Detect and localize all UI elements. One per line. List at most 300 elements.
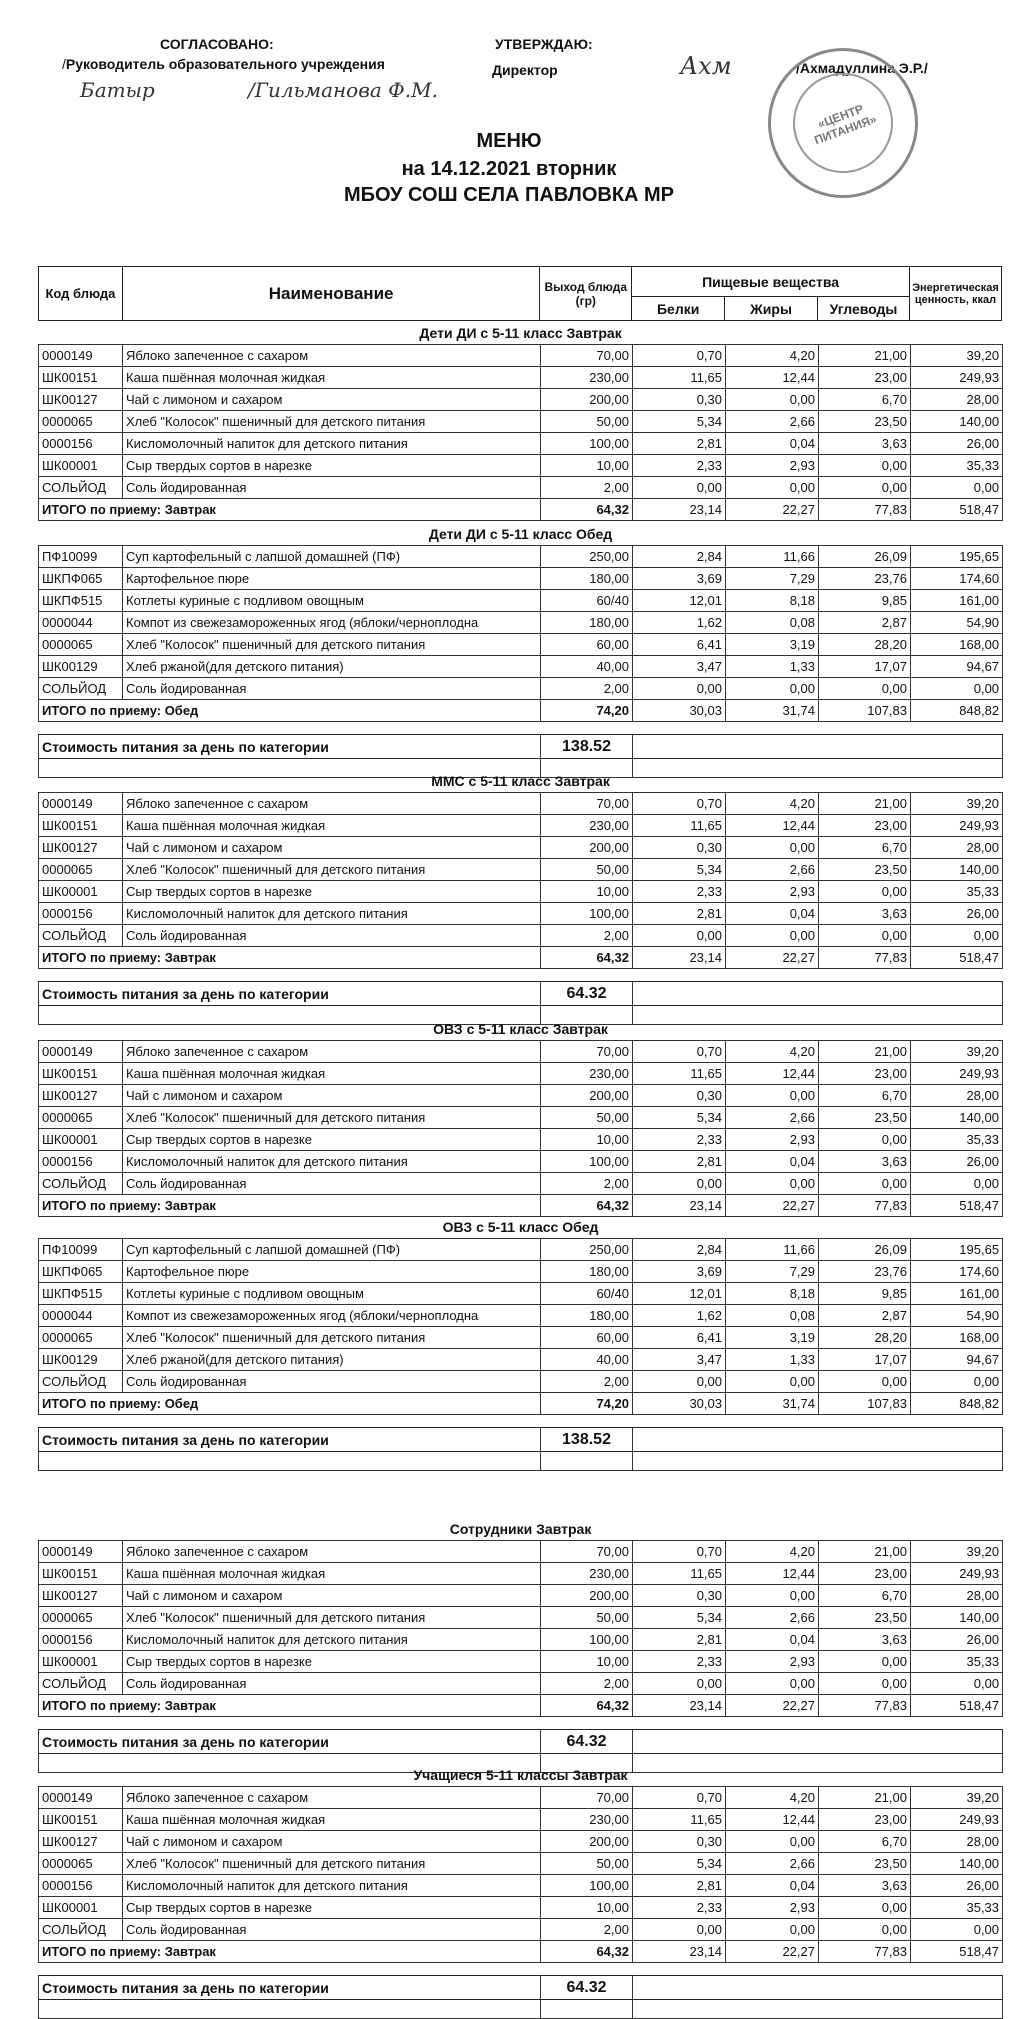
- dish-yield: 60/40: [541, 1283, 633, 1305]
- table-row: [39, 1041, 1003, 1063]
- total-row: [39, 499, 1003, 521]
- total-row: [39, 1393, 1003, 1415]
- dish-fats: 1,33: [726, 656, 819, 678]
- dish-name: Хлеб ржаной(для детского питания): [123, 1349, 541, 1371]
- dish-carbs: 23,50: [819, 1607, 911, 1629]
- dish-fats: 12,44: [726, 367, 819, 389]
- dish-yield: 100,00: [541, 1629, 633, 1651]
- table-row: [39, 634, 1003, 656]
- table-row: [39, 1853, 1003, 1875]
- dish-energy: 0,00: [911, 1371, 1003, 1393]
- table-row: [39, 389, 1003, 411]
- cost-blank: [633, 982, 1003, 1006]
- dish-code: 0000149: [39, 345, 123, 367]
- dish-fats: 2,93: [726, 1897, 819, 1919]
- dish-fats: 2,93: [726, 455, 819, 477]
- dish-yield: 230,00: [541, 1809, 633, 1831]
- dish-fats: 2,66: [726, 1107, 819, 1129]
- dish-fats: 7,29: [726, 568, 819, 590]
- dish-name: Соль йодированная: [123, 477, 541, 499]
- dish-proteins: 2,84: [633, 1239, 726, 1261]
- total-yield: 64,32: [541, 1695, 633, 1717]
- dish-carbs: 6,70: [819, 389, 911, 411]
- dish-code: 0000156: [39, 1151, 123, 1173]
- dish-proteins: 2,81: [633, 1875, 726, 1897]
- dish-carbs: 21,00: [819, 345, 911, 367]
- dish-proteins: 11,65: [633, 1809, 726, 1831]
- dish-yield: 230,00: [541, 1563, 633, 1585]
- dish-carbs: 17,07: [819, 1349, 911, 1371]
- dish-proteins: 2,33: [633, 881, 726, 903]
- col-nutrients: Пищевые вещества: [632, 267, 910, 297]
- table-row: [39, 1063, 1003, 1085]
- cost-row: [39, 1976, 1003, 2000]
- total-energy: 848,82: [911, 700, 1003, 722]
- dish-code: 0000044: [39, 612, 123, 634]
- dish-carbs: 6,70: [819, 1585, 911, 1607]
- total-energy: 848,82: [911, 1393, 1003, 1415]
- table-row: [39, 1809, 1003, 1831]
- cost-blank: [633, 1730, 1003, 1754]
- dish-carbs: 23,00: [819, 815, 911, 837]
- dish-name: Хлеб "Колосок" пшеничный для детского питания: [123, 1853, 541, 1875]
- dish-code: ШК00151: [39, 1063, 123, 1085]
- cost-row: [39, 1428, 1003, 1452]
- dish-fats: 4,20: [726, 345, 819, 367]
- dish-code: СОЛЬЙОД: [39, 477, 123, 499]
- dish-proteins: 0,00: [633, 477, 726, 499]
- dish-fats: 4,20: [726, 1787, 819, 1809]
- dish-proteins: 0,70: [633, 793, 726, 815]
- dish-proteins: 1,62: [633, 612, 726, 634]
- dish-fats: 2,66: [726, 411, 819, 433]
- dish-carbs: 3,63: [819, 433, 911, 455]
- dish-energy: 174,60: [911, 568, 1003, 590]
- dish-yield: 70,00: [541, 1041, 633, 1063]
- col-energy: Энергетическая ценность, ккал: [909, 267, 1001, 321]
- section-title: Дети ДИ с 5-11 класс Обед: [428, 526, 613, 542]
- dish-fats: 0,08: [726, 1305, 819, 1327]
- dish-proteins: 5,34: [633, 411, 726, 433]
- dish-energy: 249,93: [911, 367, 1003, 389]
- dish-name: Каша пшённая молочная жидкая: [123, 1563, 541, 1585]
- total-carbs: 77,83: [819, 1195, 911, 1217]
- total-label: ИТОГО по приему: Обед: [39, 700, 541, 722]
- dish-fats: 0,00: [726, 837, 819, 859]
- approval-title-right: УТВЕРЖДАЮ:: [495, 36, 593, 52]
- dish-yield: 180,00: [541, 612, 633, 634]
- dish-code: ШК00127: [39, 1831, 123, 1853]
- total-fats: 22,27: [726, 1195, 819, 1217]
- menu-date: на 14.12.2021 вторник: [401, 158, 617, 180]
- dish-yield: 180,00: [541, 568, 633, 590]
- total-fats: 22,27: [726, 1695, 819, 1717]
- dish-energy: 94,67: [911, 1349, 1003, 1371]
- dish-energy: 26,00: [911, 1629, 1003, 1651]
- dish-fats: 0,00: [726, 1673, 819, 1695]
- dish-proteins: 0,00: [633, 1673, 726, 1695]
- dish-yield: 2,00: [541, 1673, 633, 1695]
- dish-code: 0000149: [39, 1041, 123, 1063]
- total-energy: 518,47: [911, 1195, 1003, 1217]
- cost-row: [39, 982, 1003, 1006]
- dish-code: ШК00001: [39, 455, 123, 477]
- dish-energy: 0,00: [911, 925, 1003, 947]
- dish-fats: 2,93: [726, 881, 819, 903]
- dish-yield: 10,00: [541, 455, 633, 477]
- dish-proteins: 2,84: [633, 546, 726, 568]
- table-row: [39, 1129, 1003, 1151]
- total-energy: 518,47: [911, 499, 1003, 521]
- dish-energy: 0,00: [911, 678, 1003, 700]
- total-energy: 518,47: [911, 1695, 1003, 1717]
- total-row: [39, 1941, 1003, 1963]
- dish-carbs: 2,87: [819, 1305, 911, 1327]
- section-title: ОВЗ с 5-11 класс Завтрак: [433, 1021, 608, 1037]
- dish-yield: 100,00: [541, 1151, 633, 1173]
- dish-code: ШК00001: [39, 1897, 123, 1919]
- dish-name: Хлеб ржаной(для детского питания): [123, 656, 541, 678]
- dish-carbs: 26,09: [819, 1239, 911, 1261]
- dish-energy: 168,00: [911, 634, 1003, 656]
- total-carbs: 107,83: [819, 1393, 911, 1415]
- dish-name: Яблоко запеченное с сахаром: [123, 1041, 541, 1063]
- total-proteins: 23,14: [633, 947, 726, 969]
- dish-carbs: 28,20: [819, 1327, 911, 1349]
- signature-right: Ахм: [680, 52, 732, 80]
- table-row: [39, 1173, 1003, 1195]
- dish-code: ПФ10099: [39, 546, 123, 568]
- dish-yield: 180,00: [541, 1305, 633, 1327]
- dish-name: Хлеб "Колосок" пшеничный для детского питания: [123, 859, 541, 881]
- dish-yield: 100,00: [541, 903, 633, 925]
- dish-code: 0000065: [39, 1607, 123, 1629]
- dish-proteins: 5,34: [633, 859, 726, 881]
- total-label: ИТОГО по приему: Завтрак: [39, 1695, 541, 1717]
- approval-role-left: /Руководитель образовательного учреждения: [62, 56, 385, 72]
- table-row: [39, 859, 1003, 881]
- total-label: ИТОГО по приему: Завтрак: [39, 1195, 541, 1217]
- dish-code: СОЛЬЙОД: [39, 1919, 123, 1941]
- dish-energy: 161,00: [911, 590, 1003, 612]
- total-energy: 518,47: [911, 1941, 1003, 1963]
- dish-energy: 54,90: [911, 1305, 1003, 1327]
- col-code: Код блюда: [39, 267, 123, 321]
- table-row: [39, 1651, 1003, 1673]
- dish-code: СОЛЬЙОД: [39, 678, 123, 700]
- dish-proteins: 3,69: [633, 568, 726, 590]
- dish-yield: 230,00: [541, 1063, 633, 1085]
- total-label: ИТОГО по приему: Обед: [39, 1393, 541, 1415]
- dish-proteins: 3,69: [633, 1261, 726, 1283]
- total-yield: 74,20: [541, 1393, 633, 1415]
- dish-code: 0000149: [39, 793, 123, 815]
- dish-carbs: 0,00: [819, 678, 911, 700]
- dish-energy: 140,00: [911, 1607, 1003, 1629]
- col-proteins: Белки: [632, 297, 725, 321]
- dish-proteins: 0,70: [633, 345, 726, 367]
- dish-name: Кисломолочный напиток для детского питания: [123, 1629, 541, 1651]
- dish-fats: 12,44: [726, 815, 819, 837]
- dish-fats: 0,00: [726, 477, 819, 499]
- dish-carbs: 0,00: [819, 1129, 911, 1151]
- dish-energy: 0,00: [911, 1173, 1003, 1195]
- dish-name: Чай с лимоном и сахаром: [123, 1085, 541, 1107]
- dish-fats: 12,44: [726, 1063, 819, 1085]
- dish-name: Котлеты куриные с подливом овощным: [123, 1283, 541, 1305]
- dish-code: 0000065: [39, 1853, 123, 1875]
- dish-carbs: 0,00: [819, 925, 911, 947]
- dish-code: 0000149: [39, 1541, 123, 1563]
- table-row: [39, 546, 1003, 568]
- dish-carbs: 23,00: [819, 1563, 911, 1585]
- dish-carbs: 23,00: [819, 1063, 911, 1085]
- dish-code: ПФ10099: [39, 1239, 123, 1261]
- dish-energy: 35,33: [911, 881, 1003, 903]
- dish-fats: 2,66: [726, 859, 819, 881]
- dish-energy: 39,20: [911, 345, 1003, 367]
- section-s6: [38, 1518, 1003, 1773]
- dish-code: 0000149: [39, 1787, 123, 1809]
- dish-carbs: 23,76: [819, 568, 911, 590]
- dish-energy: 140,00: [911, 411, 1003, 433]
- table-row: [39, 678, 1003, 700]
- total-proteins: 30,03: [633, 700, 726, 722]
- table-row: [39, 1107, 1003, 1129]
- dish-yield: 100,00: [541, 433, 633, 455]
- dish-carbs: 0,00: [819, 477, 911, 499]
- dish-code: 0000065: [39, 1107, 123, 1129]
- dish-carbs: 23,50: [819, 1107, 911, 1129]
- table-row: [39, 1919, 1003, 1941]
- dish-proteins: 0,00: [633, 1371, 726, 1393]
- col-carbs: Углеводы: [818, 297, 910, 321]
- dish-carbs: 23,00: [819, 1809, 911, 1831]
- dish-name: Каша пшённая молочная жидкая: [123, 1063, 541, 1085]
- dish-fats: 3,19: [726, 634, 819, 656]
- approval-title-left: СОГЛАСОВАНО:: [160, 36, 274, 52]
- dish-carbs: 28,20: [819, 634, 911, 656]
- dish-code: 0000156: [39, 903, 123, 925]
- dish-fats: 3,19: [726, 1327, 819, 1349]
- dish-fats: 0,00: [726, 1371, 819, 1393]
- table-row: [39, 903, 1003, 925]
- dish-carbs: 9,85: [819, 590, 911, 612]
- dish-energy: 249,93: [911, 1563, 1003, 1585]
- dish-energy: 39,20: [911, 1541, 1003, 1563]
- dish-proteins: 5,34: [633, 1107, 726, 1129]
- cost-blank: [633, 735, 1003, 759]
- dish-proteins: 11,65: [633, 367, 726, 389]
- dish-name: Хлеб "Колосок" пшеничный для детского питания: [123, 634, 541, 656]
- column-header: [38, 266, 1002, 321]
- dish-yield: 60,00: [541, 634, 633, 656]
- dish-carbs: 3,63: [819, 903, 911, 925]
- section-title: Учащиеся 5-11 классы Завтрак: [413, 1767, 628, 1783]
- total-energy: 518,47: [911, 947, 1003, 969]
- dish-yield: 10,00: [541, 1897, 633, 1919]
- dish-fats: 8,18: [726, 590, 819, 612]
- dish-code: ШКПФ065: [39, 568, 123, 590]
- dish-fats: 0,00: [726, 1919, 819, 1941]
- dish-code: ШК00151: [39, 367, 123, 389]
- dish-fats: 8,18: [726, 1283, 819, 1305]
- dish-fats: 2,93: [726, 1129, 819, 1151]
- cost-blank: [633, 1976, 1003, 2000]
- dish-name: Хлеб "Колосок" пшеничный для детского питания: [123, 1607, 541, 1629]
- dish-fats: 0,00: [726, 678, 819, 700]
- dish-energy: 39,20: [911, 1787, 1003, 1809]
- dish-fats: 0,00: [726, 1173, 819, 1195]
- dish-carbs: 0,00: [819, 1919, 911, 1941]
- cost-label: Стоимость питания за день по категории: [39, 982, 541, 1006]
- table-row: [39, 367, 1003, 389]
- dish-energy: 195,65: [911, 546, 1003, 568]
- dish-yield: 2,00: [541, 1371, 633, 1393]
- dish-name: Чай с лимоном и сахаром: [123, 1585, 541, 1607]
- table-row: [39, 1585, 1003, 1607]
- dish-proteins: 0,30: [633, 1831, 726, 1853]
- dish-carbs: 21,00: [819, 1541, 911, 1563]
- dish-carbs: 23,50: [819, 859, 911, 881]
- dish-yield: 40,00: [541, 656, 633, 678]
- table-row: [39, 1787, 1003, 1809]
- dish-yield: 250,00: [541, 546, 633, 568]
- dish-carbs: 26,09: [819, 546, 911, 568]
- section-s1: [38, 322, 1003, 521]
- dish-yield: 50,00: [541, 1607, 633, 1629]
- dish-code: ШК00151: [39, 815, 123, 837]
- total-proteins: 23,14: [633, 1195, 726, 1217]
- table-row: [39, 1283, 1003, 1305]
- dish-yield: 200,00: [541, 1585, 633, 1607]
- signature-left: Батыр: [80, 78, 155, 102]
- dish-carbs: 21,00: [819, 1041, 911, 1063]
- total-proteins: 23,14: [633, 1695, 726, 1717]
- dish-carbs: 0,00: [819, 881, 911, 903]
- dish-yield: 230,00: [541, 815, 633, 837]
- dish-fats: 0,04: [726, 1875, 819, 1897]
- cost-value: 138.52: [541, 735, 633, 759]
- table-row: [39, 1875, 1003, 1897]
- dish-energy: 26,00: [911, 1151, 1003, 1173]
- table-row: [39, 590, 1003, 612]
- total-row: [39, 700, 1003, 722]
- table-row: [39, 1831, 1003, 1853]
- dish-name: Картофельное пюре: [123, 568, 541, 590]
- dish-proteins: 3,47: [633, 1349, 726, 1371]
- dish-name: Соль йодированная: [123, 678, 541, 700]
- dish-fats: 4,20: [726, 1041, 819, 1063]
- dish-energy: 0,00: [911, 1673, 1003, 1695]
- dish-carbs: 6,70: [819, 1831, 911, 1853]
- dish-energy: 26,00: [911, 903, 1003, 925]
- col-fats: Жиры: [725, 297, 818, 321]
- dish-yield: 200,00: [541, 837, 633, 859]
- dish-code: 0000065: [39, 411, 123, 433]
- dish-energy: 26,00: [911, 433, 1003, 455]
- total-carbs: 107,83: [819, 700, 911, 722]
- table-row: [39, 1629, 1003, 1651]
- dish-carbs: 0,00: [819, 455, 911, 477]
- dish-proteins: 2,33: [633, 1651, 726, 1673]
- total-carbs: 77,83: [819, 499, 911, 521]
- school-stamp: «ЦЕНТР ПИТАНИЯ»: [768, 48, 918, 198]
- dish-code: СОЛЬЙОД: [39, 925, 123, 947]
- dish-yield: 40,00: [541, 1349, 633, 1371]
- table-row: [39, 656, 1003, 678]
- col-yield: Выход блюда (гр): [540, 267, 632, 321]
- dish-fats: 7,29: [726, 1261, 819, 1283]
- dish-name: Каша пшённая молочная жидкая: [123, 815, 541, 837]
- dish-proteins: 2,81: [633, 433, 726, 455]
- cost-label: Стоимость питания за день по категории: [39, 1976, 541, 2000]
- dish-energy: 0,00: [911, 1919, 1003, 1941]
- signed-name-left: /Гильманова Ф.М.: [248, 78, 438, 102]
- dish-code: СОЛЬЙОД: [39, 1673, 123, 1695]
- total-label: ИТОГО по приему: Завтрак: [39, 1941, 541, 1963]
- dish-code: 0000156: [39, 1629, 123, 1651]
- dish-yield: 2,00: [541, 678, 633, 700]
- dish-proteins: 0,00: [633, 925, 726, 947]
- dish-proteins: 2,33: [633, 455, 726, 477]
- dish-yield: 2,00: [541, 1919, 633, 1941]
- dish-name: Кисломолочный напиток для детского питания: [123, 903, 541, 925]
- total-proteins: 23,14: [633, 1941, 726, 1963]
- dish-name: Суп картофельный с лапшой домашней (ПФ): [123, 546, 541, 568]
- dish-yield: 60/40: [541, 590, 633, 612]
- dish-proteins: 3,47: [633, 656, 726, 678]
- dish-carbs: 21,00: [819, 793, 911, 815]
- dish-yield: 50,00: [541, 411, 633, 433]
- blank-row: [39, 2000, 1003, 2019]
- dish-yield: 200,00: [541, 1085, 633, 1107]
- total-fats: 22,27: [726, 1941, 819, 1963]
- dish-code: ШК00001: [39, 1651, 123, 1673]
- dish-code: СОЛЬЙОД: [39, 1173, 123, 1195]
- dish-yield: 2,00: [541, 477, 633, 499]
- dish-yield: 200,00: [541, 389, 633, 411]
- total-yield: 64,32: [541, 499, 633, 521]
- dish-name: Хлеб "Колосок" пшеничный для детского питания: [123, 1107, 541, 1129]
- cost-row: [39, 1730, 1003, 1754]
- dish-name: Сыр твердых сортов в нарезке: [123, 1651, 541, 1673]
- dish-yield: 70,00: [541, 1787, 633, 1809]
- dish-energy: 28,00: [911, 1585, 1003, 1607]
- total-label: ИТОГО по приему: Завтрак: [39, 947, 541, 969]
- total-carbs: 77,83: [819, 947, 911, 969]
- total-carbs: 77,83: [819, 1941, 911, 1963]
- dish-code: 0000156: [39, 433, 123, 455]
- dish-energy: 0,00: [911, 477, 1003, 499]
- dish-yield: 10,00: [541, 881, 633, 903]
- dish-proteins: 0,00: [633, 1173, 726, 1195]
- dish-yield: 50,00: [541, 859, 633, 881]
- dish-proteins: 6,41: [633, 1327, 726, 1349]
- dish-energy: 140,00: [911, 1107, 1003, 1129]
- cost-label: Стоимость питания за день по категории: [39, 1428, 541, 1452]
- dish-yield: 230,00: [541, 367, 633, 389]
- dish-carbs: 0,00: [819, 1371, 911, 1393]
- dish-fats: 4,20: [726, 1541, 819, 1563]
- dish-name: Соль йодированная: [123, 1673, 541, 1695]
- dish-energy: 195,65: [911, 1239, 1003, 1261]
- signed-name-right: /Ахмадуллина Э.Р./: [796, 60, 928, 76]
- dish-fats: 0,04: [726, 1629, 819, 1651]
- dish-yield: 200,00: [541, 1831, 633, 1853]
- table-row: [39, 1239, 1003, 1261]
- dish-proteins: 11,65: [633, 815, 726, 837]
